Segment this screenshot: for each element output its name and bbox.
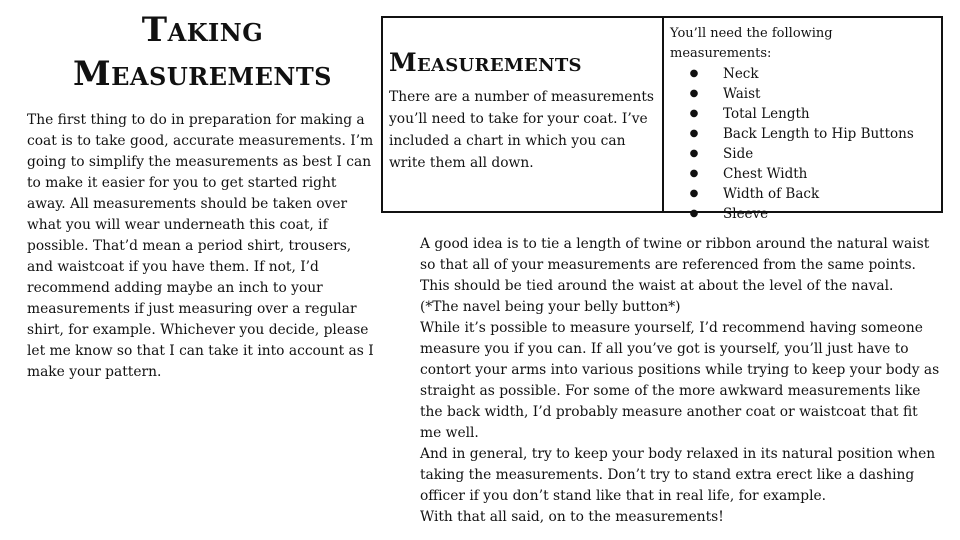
bullet-icon: ● (689, 148, 699, 159)
list-item-label: Chest Width (723, 166, 808, 182)
list-item (670, 184, 935, 204)
list-item (670, 84, 935, 104)
list-item (670, 164, 935, 184)
list-item-label: Width of Back (723, 186, 820, 202)
instructions-section (420, 234, 940, 528)
bullet-icon: ● (689, 208, 699, 219)
measurements-heading: Measurements (389, 48, 582, 77)
measurements-box-right (664, 18, 941, 222)
measure-helper-paragraph: While it’s possible to measure yourself, I’d recommend having someone measure you if you can. If all you’ve got is yourself, you’ll just have to contort your arms into various positions while trying to keep your body as straight as possible. For some of the more awkward measurements like the back width, I’d probably measure another coat or waistcoat that fit me well. (420, 320, 940, 441)
measurements-list-intro: You’ll need the following measurements: (670, 26, 833, 61)
navel-note: (*The navel being your belly button*) (420, 299, 681, 315)
measurements-list (670, 64, 935, 224)
bullet-icon: ● (689, 68, 699, 79)
list-item-label: Side (723, 146, 754, 162)
list-item (670, 64, 935, 84)
list-item (670, 104, 935, 124)
bullet-icon: ● (689, 108, 699, 119)
closing-line: With that all said, on to the measurements! (420, 509, 724, 525)
list-item (670, 124, 935, 144)
bullet-icon: ● (689, 188, 699, 199)
bullet-icon: ● (689, 128, 699, 139)
bullet-icon: ● (689, 168, 699, 179)
measurements-box-left (383, 18, 664, 211)
list-item (670, 204, 935, 224)
list-item-label: Waist (723, 86, 761, 102)
list-item (670, 144, 935, 164)
measurements-box (381, 16, 943, 222)
list-item-label: Sleeve (723, 206, 769, 222)
relaxed-posture-paragraph: And in general, try to keep your body relaxed in its natural position when taking the measurements. Don’t try to stand extra erect like a dashing officer if you don’t stand like that in real life, for example. (420, 446, 936, 504)
list-item-label: Neck (723, 66, 759, 82)
intro-paragraph: The first thing to do in preparation for making a coat is to take good, accurate measurements. I’m going to simplify the measurements as best I can to make it easier for you to get started right away. All measurements should be taken over what you will wear underneath this coat, if possible. That’d mean a period shirt, trousers, and waistcoat if you have them. If not, I’d recommend adding maybe an inch to your measurements if just measuring over a regular shirt, for example. Whichever you decide, please let me know so that I can take it into account as I make your pattern. (27, 112, 374, 380)
list-item-label: Total Length (723, 106, 810, 122)
list-item-label: Back Length to Hip Buttons (723, 126, 914, 142)
waist-tie-paragraph: A good idea is to tie a length of twine or ribbon around the natural waist so that all of your measurements are referenced from the same points. This should be tied around the waist at about the level of the naval. (420, 236, 930, 294)
bullet-icon: ● (689, 88, 699, 99)
measurements-description: There are a number of measurements you’ll need to take for your coat. I’ve included a chart in which you can write them all down. (389, 89, 654, 171)
page-title: Taking Measurements (72, 10, 333, 94)
